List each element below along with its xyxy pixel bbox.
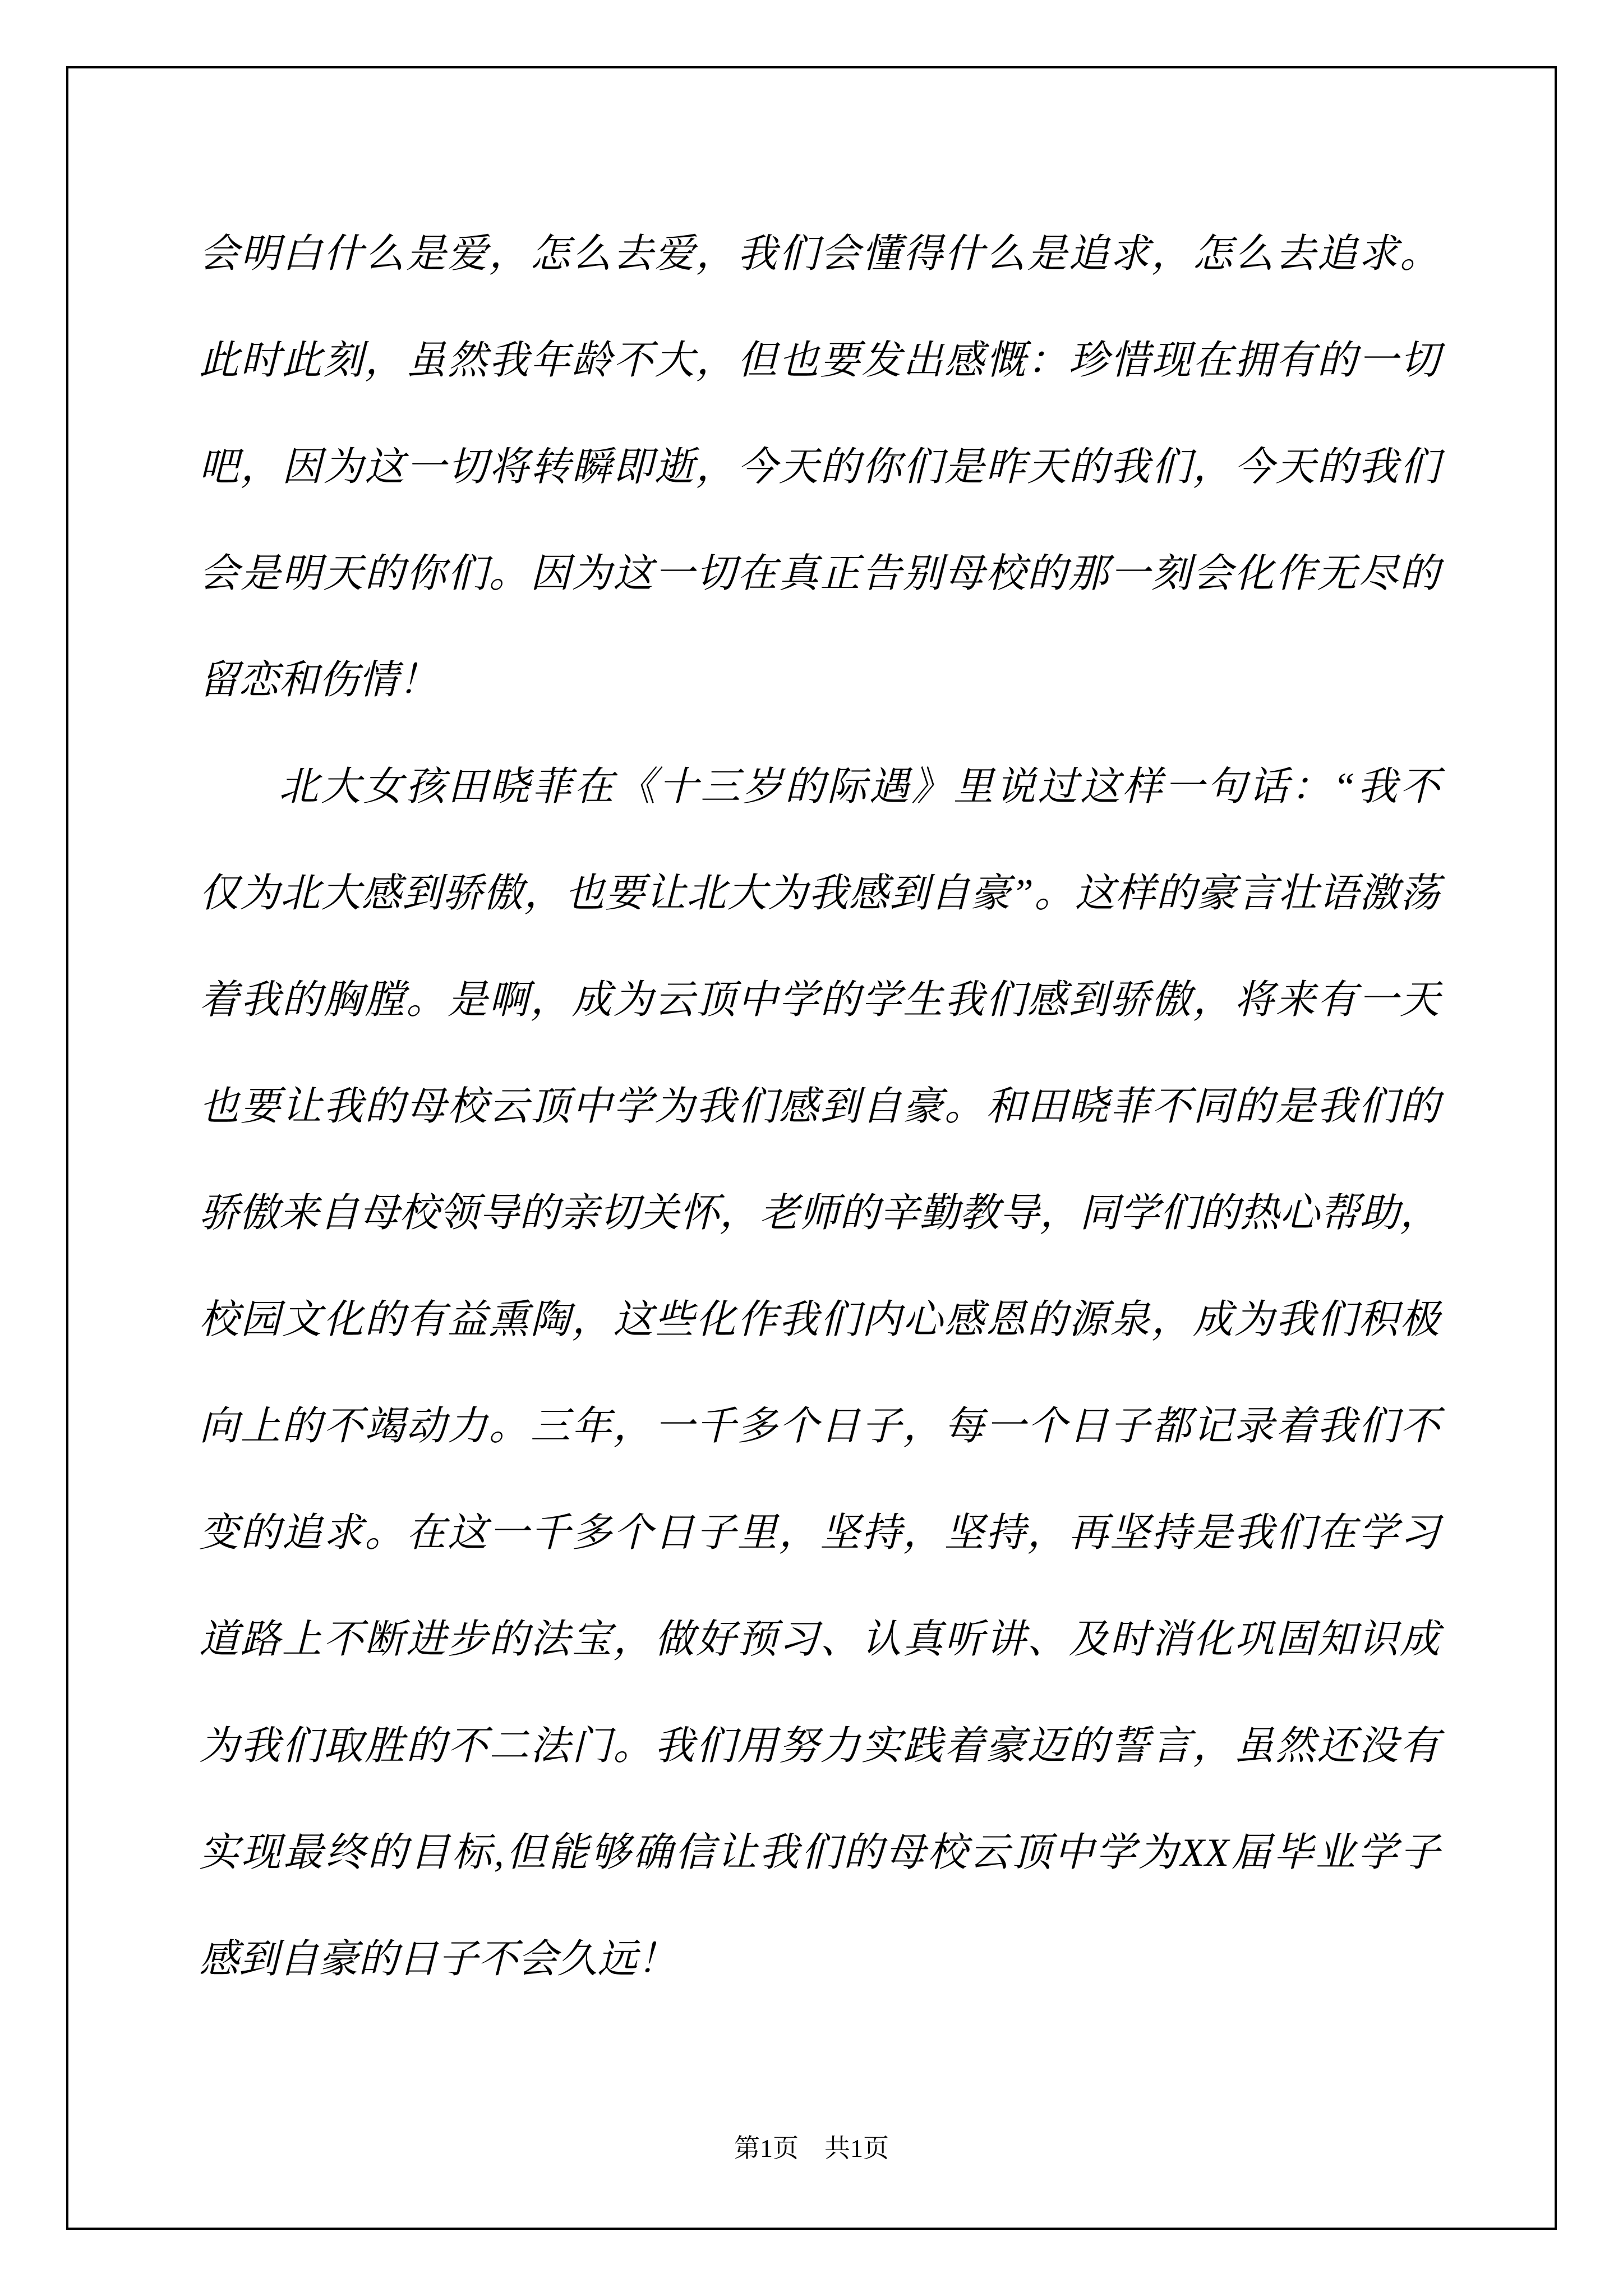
text-line: 北大女孩田晓菲在《十三岁的际遇》里说过这样一句话：“我不: [279, 765, 1440, 809]
page-border: [66, 66, 1557, 2230]
text-line: 向上的不竭动力。三年，一千多个日子，每一个日子都记录着我们不: [199, 1405, 1440, 1448]
text-line: 校园文化的有益熏陶，这些化作我们内心感恩的源泉，成为我们积极: [199, 1298, 1440, 1342]
text-line: 此时此刻，虽然我年龄不大，但也要发出感慨：珍惜现在拥有的一切: [199, 339, 1440, 383]
text-line: 留恋和伤情！: [199, 659, 439, 702]
text-line: 会是明天的你们。因为这一切在真正告别母校的那一刻会化作无尽的: [199, 552, 1440, 596]
text-body: [199, 201, 1440, 2013]
text-line: 道路上不断进步的法宝，做好预习、认真听讲、及时消化巩固知识成: [199, 1618, 1440, 1662]
text-line: 为我们取胜的不二法门。我们用努力实践着豪迈的誓言，虽然还没有: [199, 1724, 1440, 1768]
page-number-label: 第1页 共1页: [734, 2134, 889, 2162]
text-line: 骄傲来自母校领导的亲切关怀，老师的辛勤教导，同学们的热心帮助，: [199, 1191, 1440, 1235]
text-line: 也要让我的母校云顶中学为我们感到自豪。和田晓菲不同的是我们的: [199, 1085, 1440, 1129]
text-line: 吧，因为这一切将转瞬即逝，今天的你们是昨天的我们，今天的我们: [199, 445, 1440, 489]
text-line: 变的追求。在这一千多个日子里，坚持，坚持，再坚持是我们在学习: [199, 1511, 1440, 1555]
page-footer: [68, 2132, 1555, 2165]
text-line: 感到自豪的日子不会久远！: [199, 1938, 677, 1981]
text-line: 会明白什么是爱，怎么去爱，我们会懂得什么是追求，怎么去追求。: [199, 232, 1440, 276]
text-line: 着我的胸膛。是啊，成为云顶中学的学生我们感到骄傲，将来有一天: [199, 978, 1440, 1022]
text-line: 实现最终的目标,但能够确信让我们的母校云顶中学为XX届毕业学子: [199, 1831, 1440, 1875]
text-line: 仅为北大感到骄傲，也要让北大为我感到自豪”。这样的豪言壮语激荡: [199, 872, 1440, 915]
